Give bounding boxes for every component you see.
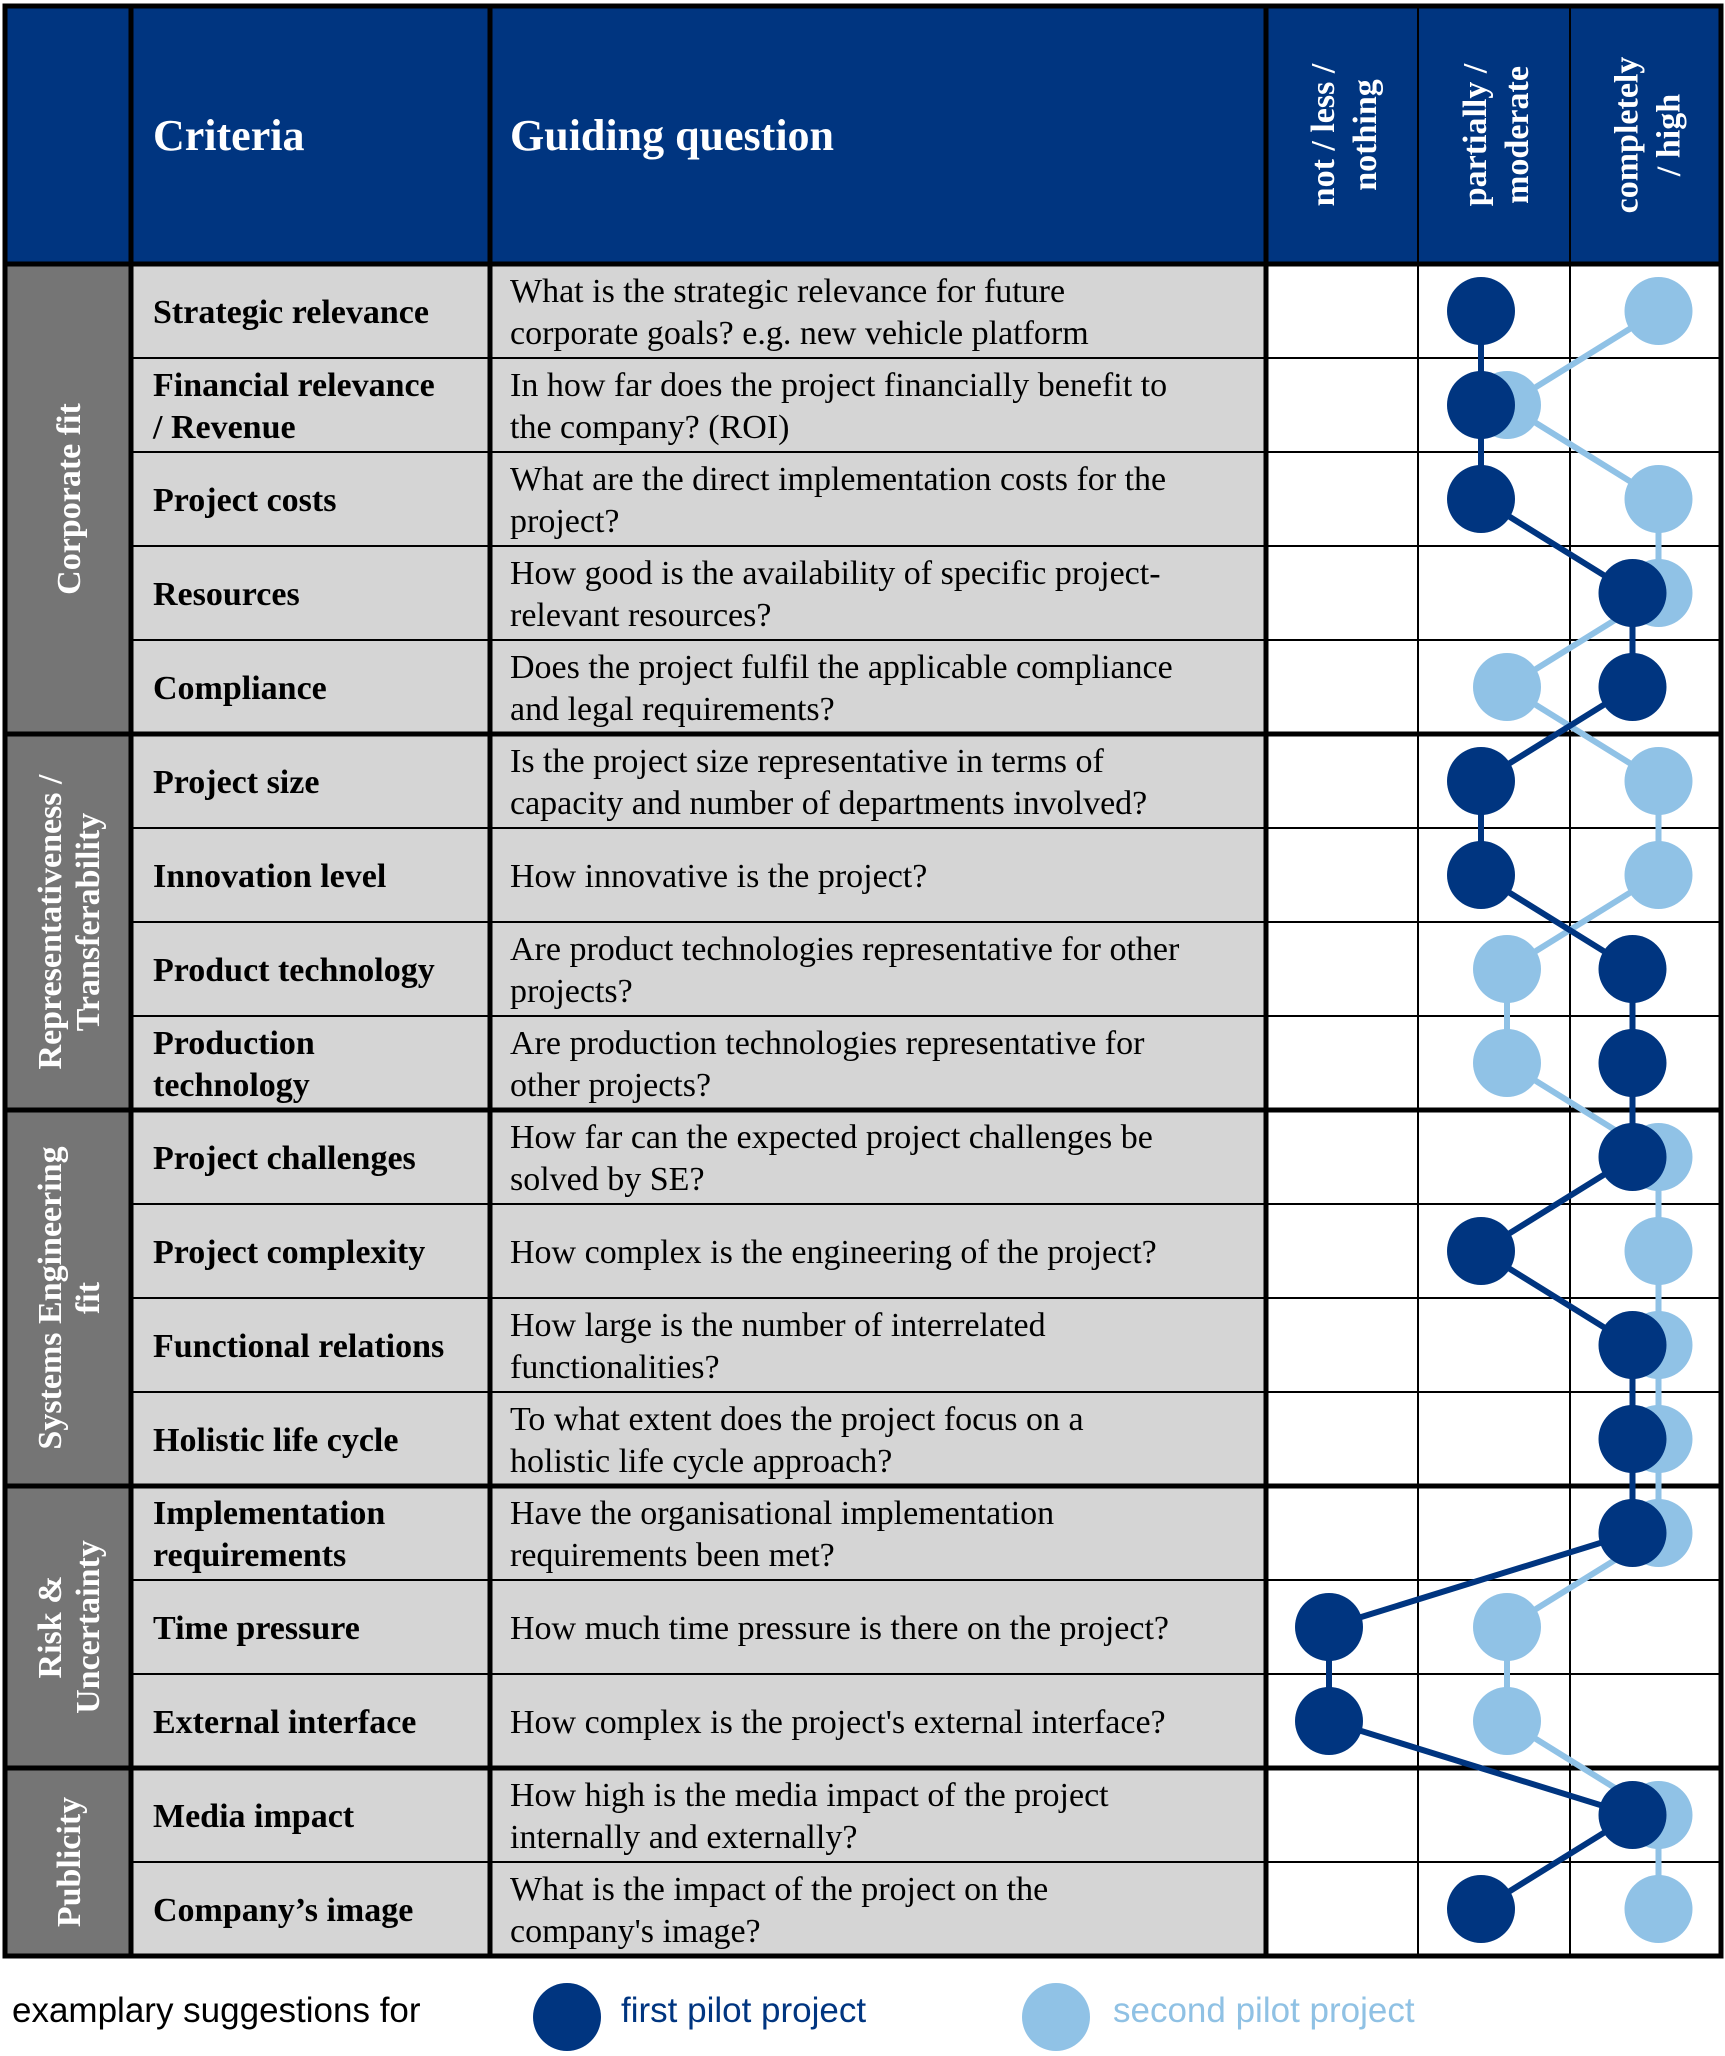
- criteria-label: Time pressure: [153, 1610, 360, 1647]
- guiding-question-header: Guiding question: [510, 111, 835, 160]
- guiding-question-text: project?: [510, 503, 620, 540]
- second-pilot-marker: [1625, 747, 1693, 815]
- category-label-line: Publicity: [51, 1796, 88, 1928]
- first-pilot-marker: [1295, 1687, 1363, 1755]
- criteria-label: External interface: [153, 1704, 417, 1741]
- criteria-label: Strategic relevance: [153, 294, 429, 331]
- first-pilot-marker: [1599, 1781, 1667, 1849]
- first-pilot-marker: [1447, 841, 1515, 909]
- second-pilot-marker: [1625, 1875, 1693, 1943]
- guiding-question-text: the company? (ROI): [510, 409, 790, 446]
- first-pilot-marker: [1599, 653, 1667, 721]
- first-pilot-marker: [1447, 1875, 1515, 1943]
- rating-header-line: not / less /: [1305, 63, 1342, 207]
- guiding-question-text: and legal requirements?: [510, 691, 835, 728]
- second-pilot-marker: [1625, 1217, 1693, 1285]
- category-label-line: Transferability: [70, 812, 107, 1032]
- legend-second-label: second pilot project: [1113, 1991, 1415, 2030]
- criteria-label: Company’s image: [153, 1892, 414, 1929]
- category-label-line: Representativeness /: [32, 774, 69, 1070]
- guiding-question-text: How complex is the engineering of the project?: [510, 1234, 1157, 1271]
- guiding-question-text: corporate goals? e.g. new vehicle platform: [510, 315, 1089, 352]
- first-pilot-marker: [1447, 371, 1515, 439]
- second-pilot-marker: [1473, 1029, 1541, 1097]
- legend-first-marker: [533, 1983, 601, 2051]
- guiding-question-text: relevant resources?: [510, 597, 772, 634]
- guiding-question-text: How large is the number of interrelated: [510, 1307, 1046, 1344]
- criteria-label: Project complexity: [153, 1234, 426, 1271]
- guiding-question-text: How innovative is the project?: [510, 858, 928, 895]
- first-pilot-marker: [1599, 935, 1667, 1003]
- second-pilot-marker: [1625, 465, 1693, 533]
- second-pilot-marker: [1473, 1687, 1541, 1755]
- category-label-4: [51, 1797, 88, 1927]
- guiding-question-text: What are the direct implementation costs for the: [510, 461, 1167, 498]
- guiding-question-text: holistic life cycle approach?: [510, 1443, 893, 1480]
- legend-first-label: first pilot project: [621, 1991, 867, 2030]
- first-pilot-marker: [1599, 1311, 1667, 1379]
- category-label-0: [51, 403, 88, 595]
- criteria-label: Holistic life cycle: [153, 1422, 399, 1459]
- category-label-line: fit: [70, 1281, 107, 1315]
- legend-intro: examplary suggestions for: [12, 1991, 421, 2030]
- second-pilot-marker: [1625, 277, 1693, 345]
- guiding-question-text: Are product technologies representative for other: [510, 931, 1180, 968]
- criteria-label: Innovation level: [153, 858, 387, 895]
- rating-header-line: moderate: [1499, 66, 1536, 204]
- category-label-line: Systems Engineering: [32, 1146, 69, 1450]
- first-pilot-marker: [1599, 1029, 1667, 1097]
- criteria-label: Financial relevance: [153, 367, 435, 404]
- first-pilot-marker: [1447, 747, 1515, 815]
- criteria-header: Criteria: [153, 111, 305, 160]
- guiding-question-text: functionalities?: [510, 1349, 720, 1386]
- guiding-question-text: What is the strategic relevance for future: [510, 273, 1066, 310]
- guiding-question-text: To what extent does the project focus on a: [510, 1401, 1084, 1438]
- first-pilot-marker: [1295, 1593, 1363, 1661]
- guiding-question-text: projects?: [510, 973, 633, 1010]
- criteria-label: / Revenue: [153, 409, 296, 446]
- guiding-question-text: Does the project fulfil the applicable compliance: [510, 649, 1173, 686]
- guiding-question-text: How good is the availability of specific project-: [510, 555, 1161, 592]
- category-label-line: Uncertainty: [70, 1540, 107, 1714]
- criteria-label: Implementation: [153, 1495, 386, 1532]
- second-pilot-marker: [1625, 841, 1693, 909]
- criteria-label: Resources: [153, 576, 300, 613]
- criteria-label: Functional relations: [153, 1328, 445, 1365]
- first-pilot-marker: [1447, 277, 1515, 345]
- guiding-question-text: other projects?: [510, 1067, 712, 1104]
- category-label-line: Corporate fit: [51, 403, 88, 595]
- guiding-question-text: requirements been met?: [510, 1537, 835, 1574]
- first-pilot-marker: [1599, 1123, 1667, 1191]
- guiding-question-text: Are production technologies representative for: [510, 1025, 1145, 1062]
- guiding-question-text: How much time pressure is there on the project?: [510, 1610, 1170, 1647]
- guiding-question-text: capacity and number of departments involved?: [510, 785, 1148, 822]
- rating-header-line: nothing: [1347, 79, 1384, 191]
- second-pilot-marker: [1473, 1593, 1541, 1661]
- category-label-1: [32, 774, 107, 1069]
- first-pilot-marker: [1447, 465, 1515, 533]
- criteria-label: Compliance: [153, 670, 327, 707]
- second-pilot-marker: [1473, 935, 1541, 1003]
- criteria-label: Project size: [153, 764, 320, 801]
- guiding-question-text: company's image?: [510, 1913, 761, 1950]
- first-pilot-marker: [1599, 1405, 1667, 1473]
- criteria-label: technology: [153, 1067, 310, 1104]
- guiding-question-text: How complex is the project's external interface?: [510, 1704, 1166, 1741]
- rating-header-line: partially /: [1457, 63, 1494, 207]
- criteria-label: Product technology: [153, 952, 435, 989]
- guiding-question-text: How high is the media impact of the project: [510, 1777, 1109, 1814]
- guiding-question-text: Is the project size representative in terms of: [510, 743, 1104, 780]
- guiding-question-text: In how far does the project financially benefit to: [510, 367, 1168, 404]
- legend-second-marker: [1022, 1983, 1090, 2051]
- first-pilot-marker: [1447, 1217, 1515, 1285]
- criteria-label: Project challenges: [153, 1140, 416, 1177]
- first-pilot-marker: [1599, 559, 1667, 627]
- criteria-label: Production: [153, 1025, 315, 1062]
- guiding-question-text: Have the organisational implementation: [510, 1495, 1055, 1532]
- category-label-line: Risk &: [32, 1575, 69, 1679]
- rating-header-line: / high: [1650, 93, 1688, 177]
- guiding-question-text: How far can the expected project challenges be: [510, 1119, 1153, 1156]
- first-pilot-marker: [1599, 1499, 1667, 1567]
- rating-header-line: completely: [1608, 56, 1646, 214]
- guiding-question-text: What is the impact of the project on the: [510, 1871, 1049, 1908]
- guiding-question-text: internally and externally?: [510, 1819, 858, 1856]
- guiding-question-text: solved by SE?: [510, 1161, 705, 1198]
- criteria-label: Project costs: [153, 482, 337, 519]
- criteria-label: requirements: [153, 1537, 347, 1574]
- criteria-label: Media impact: [153, 1798, 355, 1835]
- second-pilot-marker: [1473, 653, 1541, 721]
